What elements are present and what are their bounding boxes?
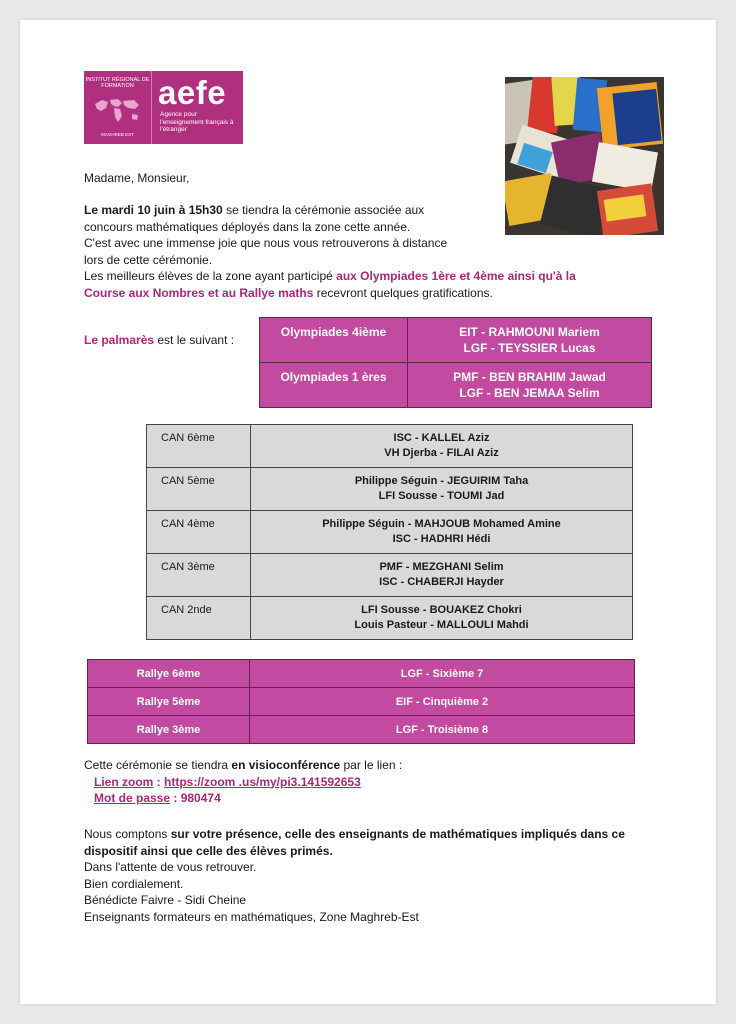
region-name: MAGHREB EST [101, 132, 134, 137]
can-level: CAN 2nde [147, 597, 251, 640]
password-separator: : [170, 791, 181, 805]
rallye-winner: EIF - Cinquième 2 [250, 688, 635, 716]
closing-line-3: Dans l'attente de vous retrouver. [84, 860, 257, 874]
irf-logo-block [84, 71, 152, 144]
intro-line-1 [84, 202, 604, 219]
competitions-highlight-1: aux Olympiades 1ère et 4ème ainsi qu'à la [336, 269, 576, 283]
can-table [146, 424, 633, 640]
password-label: Mot de passe [94, 791, 171, 805]
zoom-label: Lien zoom [94, 774, 154, 789]
table-row [147, 425, 633, 468]
signature-title: Enseignants formateurs en mathématiques, Zone Maghreb-Est [84, 909, 419, 924]
rallye-level: Rallye 6ème [88, 660, 250, 688]
closing-line-2: dispositif ainsi que celle des élèves primés. [84, 843, 333, 858]
competitions-highlight-2: Course aux Nombres et au Rallye maths [84, 285, 314, 300]
palmares-intro [84, 332, 234, 349]
palmares-label: Le palmarès [84, 333, 155, 347]
table-row [88, 716, 635, 744]
winner: Philippe Séguin - JEGUIRIM Taha [354, 475, 529, 487]
world-map-icon [92, 95, 142, 125]
rallye-level: Rallye 5ème [88, 688, 250, 716]
aefe-tagline: Agence pour l'enseignement français à l'étranger [160, 111, 234, 133]
can-level: CAN 3ème [147, 554, 251, 597]
winner: LGF - TEYSSIER Lucas [463, 341, 596, 355]
signature-names: Bénédicte Faivre - Sidi Cheine [84, 893, 247, 907]
winner: ISC - KALLEL Aziz [393, 432, 490, 444]
closing-section [84, 826, 684, 925]
participants-line [84, 268, 604, 285]
participants-text: Les meilleurs élèves de la zone ayant participé [84, 269, 337, 283]
can-winners [251, 511, 633, 554]
rallye-level: Rallye 3ème [88, 716, 250, 744]
password-value: 980474 [180, 791, 221, 805]
winner: LGF - BEN JEMAA Selim [459, 386, 600, 400]
intro-text-1: se tiendra la cérémonie associée aux [222, 203, 425, 217]
zoom-separator: : [153, 774, 165, 789]
can-level: CAN 5ème [147, 468, 251, 511]
olympiades-table [259, 317, 652, 408]
letter-page [20, 20, 716, 1004]
password-line [84, 790, 644, 807]
table-row [88, 660, 635, 688]
winner: PMF - MEZGHANI Selim [379, 561, 504, 573]
zoom-link[interactable]: https://zoom .us/my/pi3.141592653 [164, 774, 361, 789]
winner: LFI Sousse - BOUAKEZ Chokri [361, 604, 522, 616]
intro-paragraph [84, 202, 604, 301]
can-winners [251, 425, 633, 468]
greeting: Madame, Monsieur, [84, 171, 190, 185]
rallye-winner: LGF - Sixième 7 [250, 660, 635, 688]
olympiade-winners [408, 363, 652, 408]
palmares-text: est le suivant : [154, 333, 235, 347]
zoom-line [84, 774, 644, 791]
olympiade-winners [408, 318, 652, 363]
winner: Philippe Séguin - MAHJOUB Mohamed Amine [322, 518, 561, 530]
table-row [88, 688, 635, 716]
aefe-logo [84, 71, 243, 144]
olympiade-category: Olympiades 1 ères [260, 363, 408, 408]
table-row [260, 318, 652, 363]
can-level: CAN 6ème [147, 425, 251, 468]
intro-line-4: lors de cette cérémonie. [84, 252, 213, 267]
intro-line-3: C'est avec une immense joie que nous vous retrouverons à distance [84, 236, 448, 250]
visio-section [84, 757, 644, 807]
rallye-winner: LGF - Troisième 8 [250, 716, 635, 744]
ceremony-date: Le mardi 10 juin à 15h30 [84, 203, 223, 217]
table-row [147, 511, 633, 554]
winner: Louis Pasteur - MALLOULI Mahdi [354, 619, 529, 631]
participants-line-2 [84, 285, 604, 302]
can-level: CAN 4ème [147, 511, 251, 554]
aefe-wordmark: aefe [158, 74, 227, 111]
visio-highlight: en visioconférence [231, 758, 341, 772]
table-row [147, 597, 633, 640]
participants-text-end: recevront quelques gratifications. [313, 285, 493, 300]
visio-text: Cette cérémonie se tiendra [84, 758, 232, 772]
table-row [260, 363, 652, 408]
closing-line-1 [84, 826, 684, 843]
winner: LFI Sousse - TOUMI Jad [378, 490, 505, 502]
closing-line-4: Bien cordialement. [84, 876, 184, 891]
visio-text-end: par le lien : [340, 758, 403, 772]
table-row [147, 468, 633, 511]
institute-name: INSTITUT RÉGIONAL DE FORMATION [85, 77, 150, 89]
can-winners [251, 468, 633, 511]
visio-intro [84, 757, 644, 774]
winner: VH Djerba - FILAI Aziz [384, 447, 499, 459]
winner: ISC - CHABERJI Hayder [379, 576, 504, 588]
closing-highlight: sur votre présence, celle des enseignants de mathématiques impliqués dans ce [170, 827, 625, 841]
can-winners [251, 597, 633, 640]
olympiade-category: Olympiades 4ième [260, 318, 408, 363]
closing-text: Nous comptons [84, 827, 171, 841]
table-row [147, 554, 633, 597]
winner: EIT - RAHMOUNI Mariem [459, 325, 600, 339]
winner: ISC - HADHRI Hédi [392, 533, 491, 545]
winner: PMF - BEN BRAHIM Jawad [453, 370, 606, 384]
intro-line-2: concours mathématiques déployés dans la zone cette année. [84, 219, 411, 234]
rallye-table [87, 659, 635, 744]
can-winners [251, 554, 633, 597]
